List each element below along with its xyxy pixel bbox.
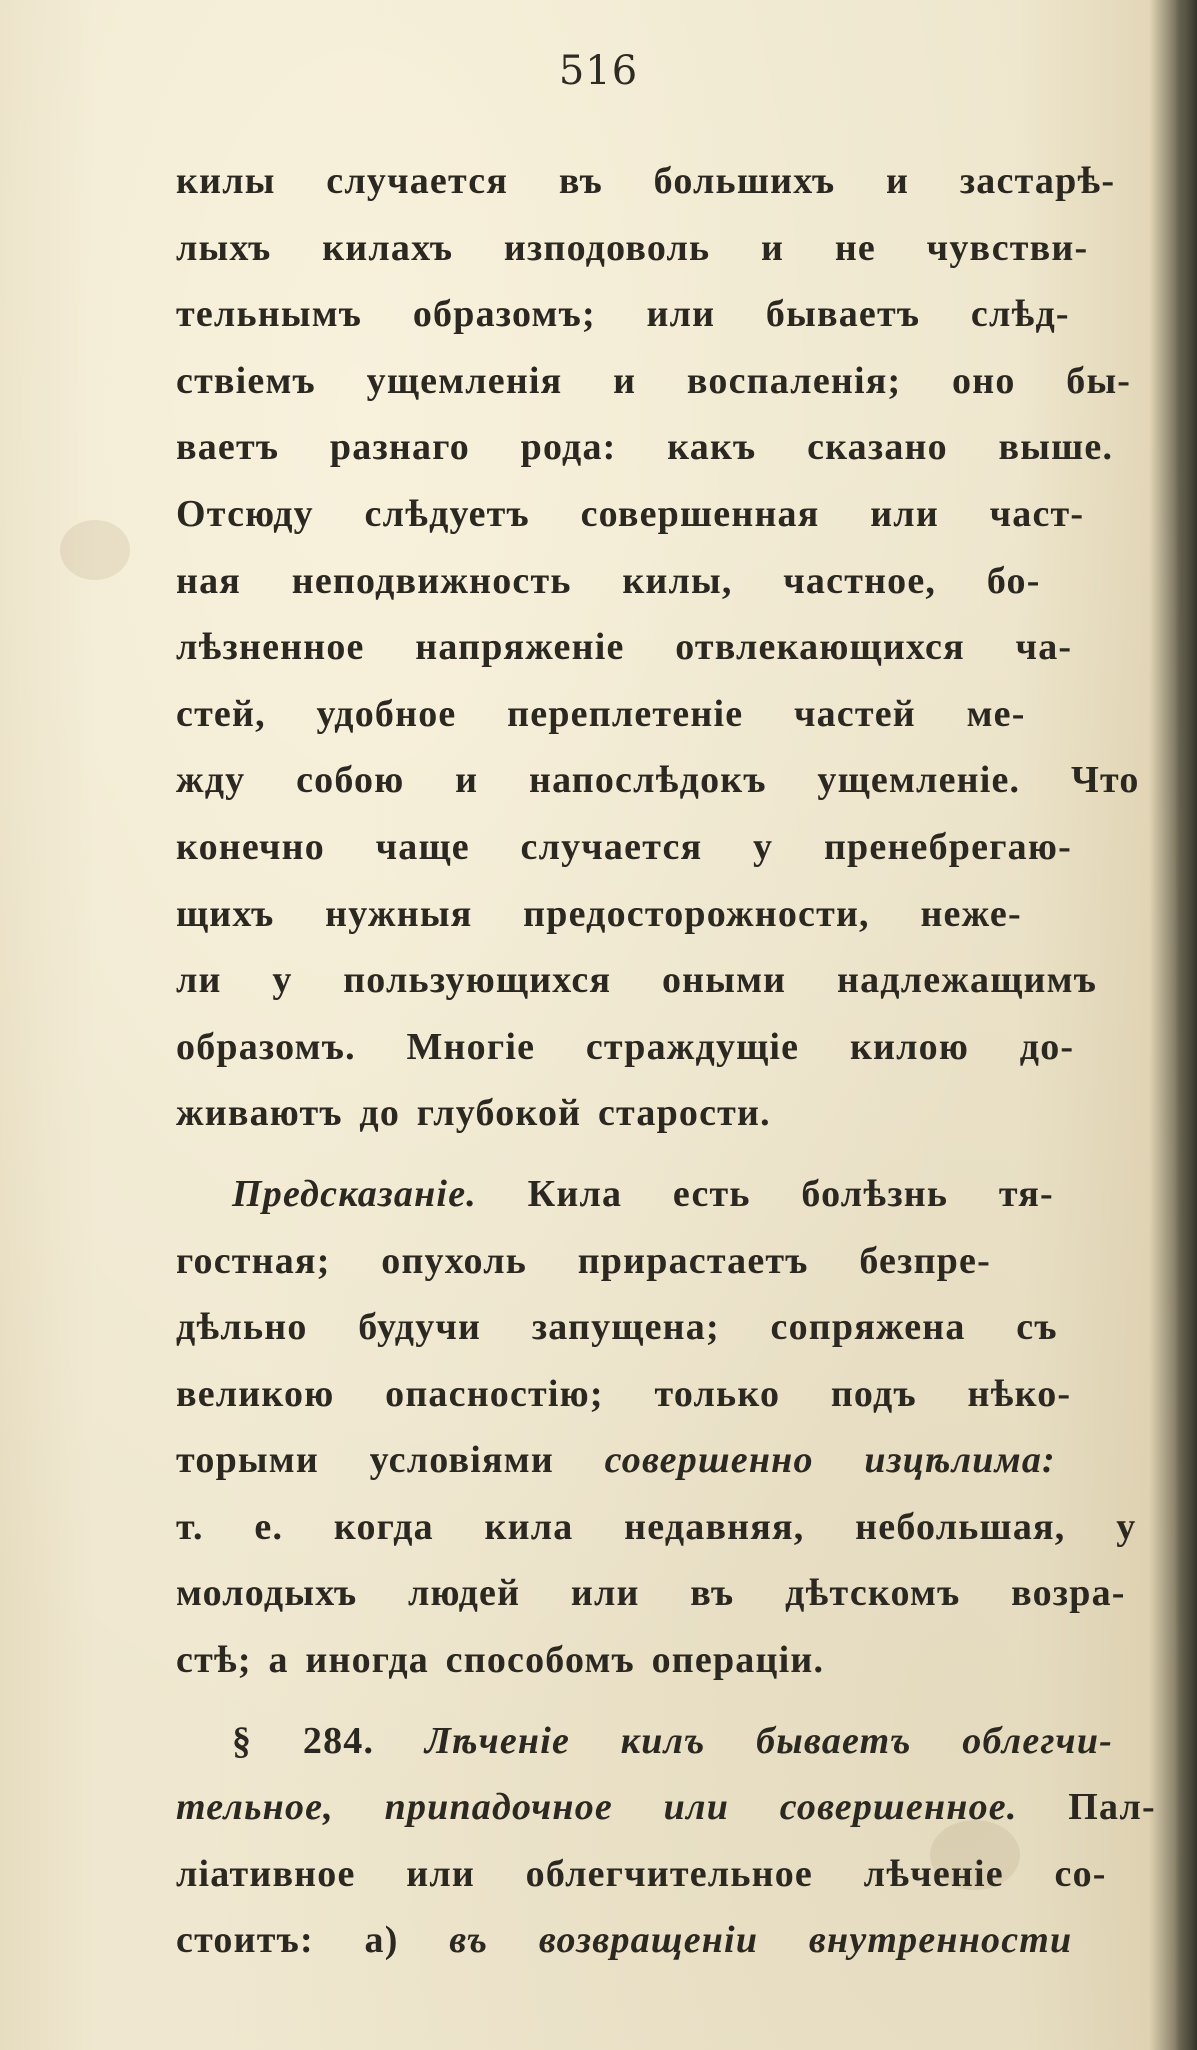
text-line [176, 681, 1176, 748]
text-line [176, 1014, 1176, 1081]
text-segment: стѣ; а иногда способомъ операціи. [176, 1639, 825, 1682]
italic-text: въ возвращеніи внутренности [449, 1919, 1073, 1962]
text-line [176, 1361, 1176, 1428]
page-edge-shadow [1175, 0, 1197, 2050]
text-segment: ліативное или облегчительное лѣченіе со- [176, 1852, 1107, 1895]
text-segment: т. е. когда кила недавняя, небольшая, у [176, 1505, 1137, 1548]
text-segment: § 284. [232, 1719, 425, 1762]
text-line [176, 614, 1176, 681]
text-segment: щихъ нужныя предосторожности, неже- [176, 892, 1022, 935]
text-segment: ваетъ разнаго рода: какъ сказано выше. [176, 426, 1114, 469]
text-segment: молодыхъ людей или въ дѣтскомъ возра- [176, 1572, 1126, 1615]
body-text [176, 148, 1176, 1974]
text-line [176, 414, 1176, 481]
text-segment: Отсюду слѣдуетъ совершенная или част- [176, 492, 1085, 535]
text-segment: ли у пользующихся оными надлежащимъ [176, 959, 1098, 1002]
text-line [176, 1228, 1176, 1295]
text-line [176, 881, 1176, 948]
text-segment: килы случается въ большихъ и застарѣ- [176, 160, 1116, 202]
text-line [176, 548, 1176, 615]
text-line [176, 348, 1176, 415]
italic-text: Лѣченіе килъ бываетъ облегчи- [424, 1719, 1114, 1762]
paper-stain [60, 520, 130, 580]
text-line [176, 1161, 1176, 1228]
text-line [176, 1627, 1176, 1694]
text-segment: жду собою и напослѣдокъ ущемленіе. Что [176, 759, 1140, 802]
text-line [176, 814, 1176, 881]
text-line [176, 1080, 1176, 1147]
text-line [176, 1494, 1176, 1561]
text-segment: Кила есть болѣзнь тя- [476, 1172, 1054, 1215]
text-line [176, 1427, 1176, 1494]
text-segment: лыхъ килахъ изподоволь и не чувстви- [176, 226, 1089, 269]
text-segment: живаютъ до глубокой старости. [176, 1092, 771, 1135]
text-line [176, 215, 1176, 282]
text-segment: стей, удобное переплетеніе частей ме- [176, 692, 1026, 735]
text-segment: торыми условіями [176, 1439, 605, 1482]
text-line [176, 1708, 1176, 1775]
text-line [176, 947, 1176, 1014]
text-line [176, 1841, 1176, 1908]
text-line [176, 1294, 1176, 1361]
text-line [176, 1774, 1176, 1841]
text-segment: конечно чаще случается у пренебрегаю- [176, 825, 1072, 868]
text-segment: гостная; опухоль прирастаетъ безпре- [176, 1239, 991, 1282]
page-number: 516 [558, 48, 639, 94]
text-segment: дѣльно будучи запущена; сопряжена съ [176, 1306, 1058, 1349]
text-segment: образомъ. Многіе страждущіе килою до- [176, 1025, 1075, 1068]
text-segment: тельнымъ образомъ; или бываетъ слѣд- [176, 293, 1070, 336]
text-segment: лѣзненное напряженіе отвлекающихся ча- [176, 626, 1073, 669]
text-line [176, 1560, 1176, 1627]
text-line [176, 747, 1176, 814]
text-segment: ствіемъ ущемленія и воспаленія; оно бы- [176, 359, 1132, 402]
italic-text: Предсказаніе. [232, 1172, 477, 1215]
text-line [176, 281, 1176, 348]
text-line [176, 148, 1176, 215]
text-segment: стоитъ: а) [176, 1919, 450, 1962]
text-segment: ная неподвижность килы, частное, бо- [176, 559, 1041, 602]
text-segment: Пал- [1017, 1786, 1156, 1829]
italic-text: совершенно изцѣлима: [604, 1439, 1056, 1482]
text-line [176, 1907, 1176, 1974]
text-segment: великою опасностію; только подъ нѣко- [176, 1372, 1072, 1415]
italic-text: тельное, припадочное или совершенное. [176, 1786, 1018, 1829]
text-line [176, 481, 1176, 548]
